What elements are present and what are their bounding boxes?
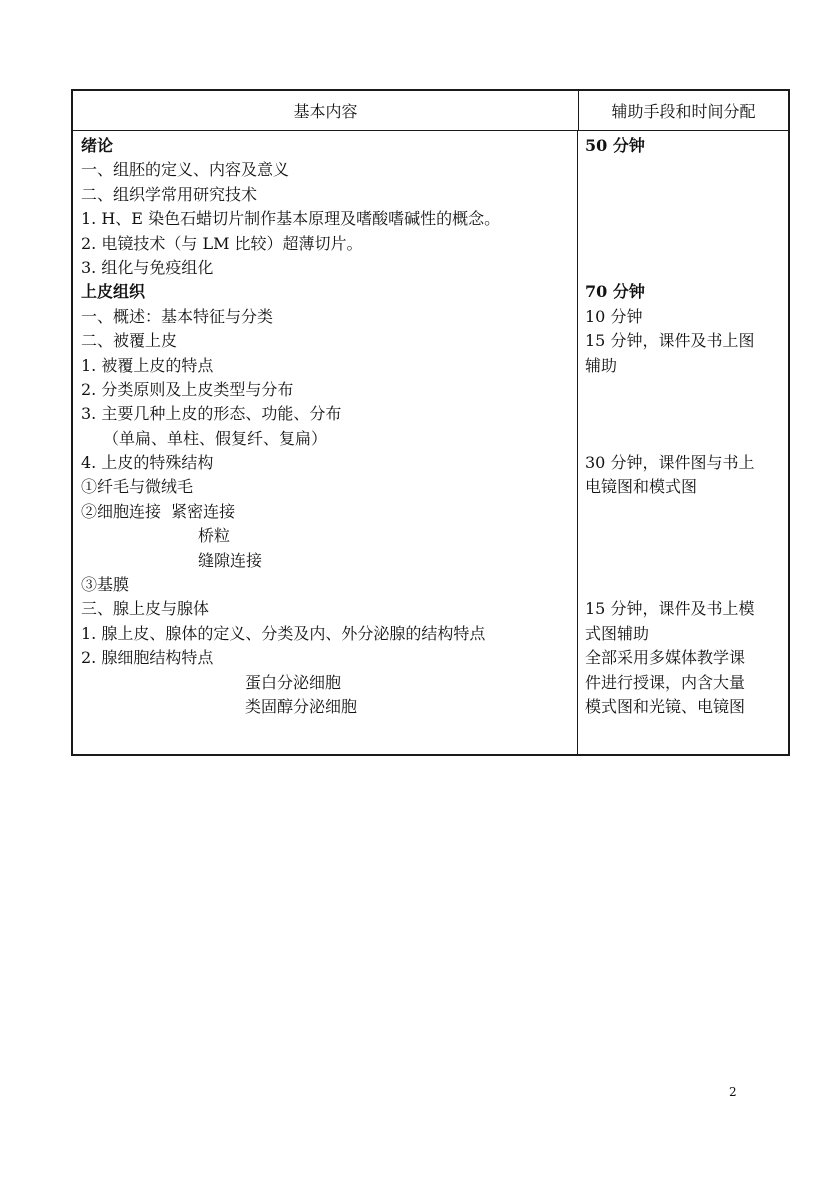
aids-time-line: 30 分钟，课件图与书上 [585,453,755,473]
content-line: 二、组织学常用研究技术 [81,184,258,204]
content-line: 三、腺上皮与腺体 [81,599,210,619]
aids-time-line: 15 分钟，课件及书上图 [585,331,755,351]
aids-time-line: 全部采用多媒体教学课 [585,648,746,668]
content-line: （单扁、单柱、假复纤、复扁） [103,428,328,448]
aids-time-line: 模式图和光镜、电镜图 [585,696,746,716]
content-line: 3. 组化与免疫组化 [81,257,214,277]
aids-time-line [585,427,788,451]
content-line: ②细胞连接 紧密连接 [81,501,236,521]
aids-time-line: 件进行授课，内含大量 [585,672,746,692]
aids-time-line [585,158,788,182]
content-line: 一、组胚的定义、内容及意义 [81,160,290,180]
syllabus-table [71,89,790,756]
aids-time-line [585,573,788,597]
aids-time-line [585,183,788,207]
content-line: 3. 主要几种上皮的形态、功能、分布 [81,404,342,424]
aids-time-line: 70 分钟 [585,282,645,302]
content-line: 缝隙连接 [198,550,263,570]
page-number: 2 [729,1085,737,1099]
content-line: 蛋白分泌细胞 [245,672,342,692]
content-line: 1. H、E 染色石蜡切片制作基本原理及嗜酸嗜碱性的概念。 [81,209,501,229]
aids-time-line [585,500,788,524]
header-basic-content: 基本内容 [73,91,579,130]
content-line: 4. 上皮的特殊结构 [81,453,214,473]
content-line: 一、概述：基本特征与分类 [81,306,274,326]
aids-time-line [585,402,788,426]
aids-time-line [585,256,788,280]
table-header-row [73,91,788,131]
table-body-row [73,131,788,754]
aids-time-line [585,232,788,256]
content-line: 2. 腺细胞结构特点 [81,648,214,668]
aids-time-line: 辅助 [585,355,618,375]
content-line: 上皮组织 [81,282,146,302]
aids-time-line: 式图辅助 [585,623,650,643]
aids-time-column [578,131,788,754]
aids-time-line: 10 分钟 [585,306,643,326]
content-line: ③基膜 [81,575,130,595]
content-line: 1. 腺上皮、腺体的定义、分类及内、外分泌腺的结构特点 [81,623,486,643]
content-line: 桥粒 [198,526,231,546]
header-aids-time: 辅助手段和时间分配 [611,102,756,121]
content-line: 绪论 [81,136,114,155]
content-column [73,131,578,754]
aids-time-line [585,378,788,402]
content-line: 2. 分类原则及上皮类型与分布 [81,379,294,399]
content-line: 2. 电镜技术（与 LM 比较）超薄切片。 [81,233,363,253]
aids-time-line [585,549,788,573]
aids-time-line [585,207,788,231]
content-line: ①纤毛与微绒毛 [81,477,194,497]
aids-time-line [585,524,788,548]
aids-time-line: 电镜图和模式图 [585,477,698,497]
aids-time-line: 15 分钟，课件及书上模 [585,599,755,619]
content-line: 1. 被覆上皮的特点 [81,355,214,375]
content-line: 二、被覆上皮 [81,331,178,351]
aids-time-line: 50 分钟 [585,136,645,155]
content-line: 类固醇分泌细胞 [245,696,358,716]
